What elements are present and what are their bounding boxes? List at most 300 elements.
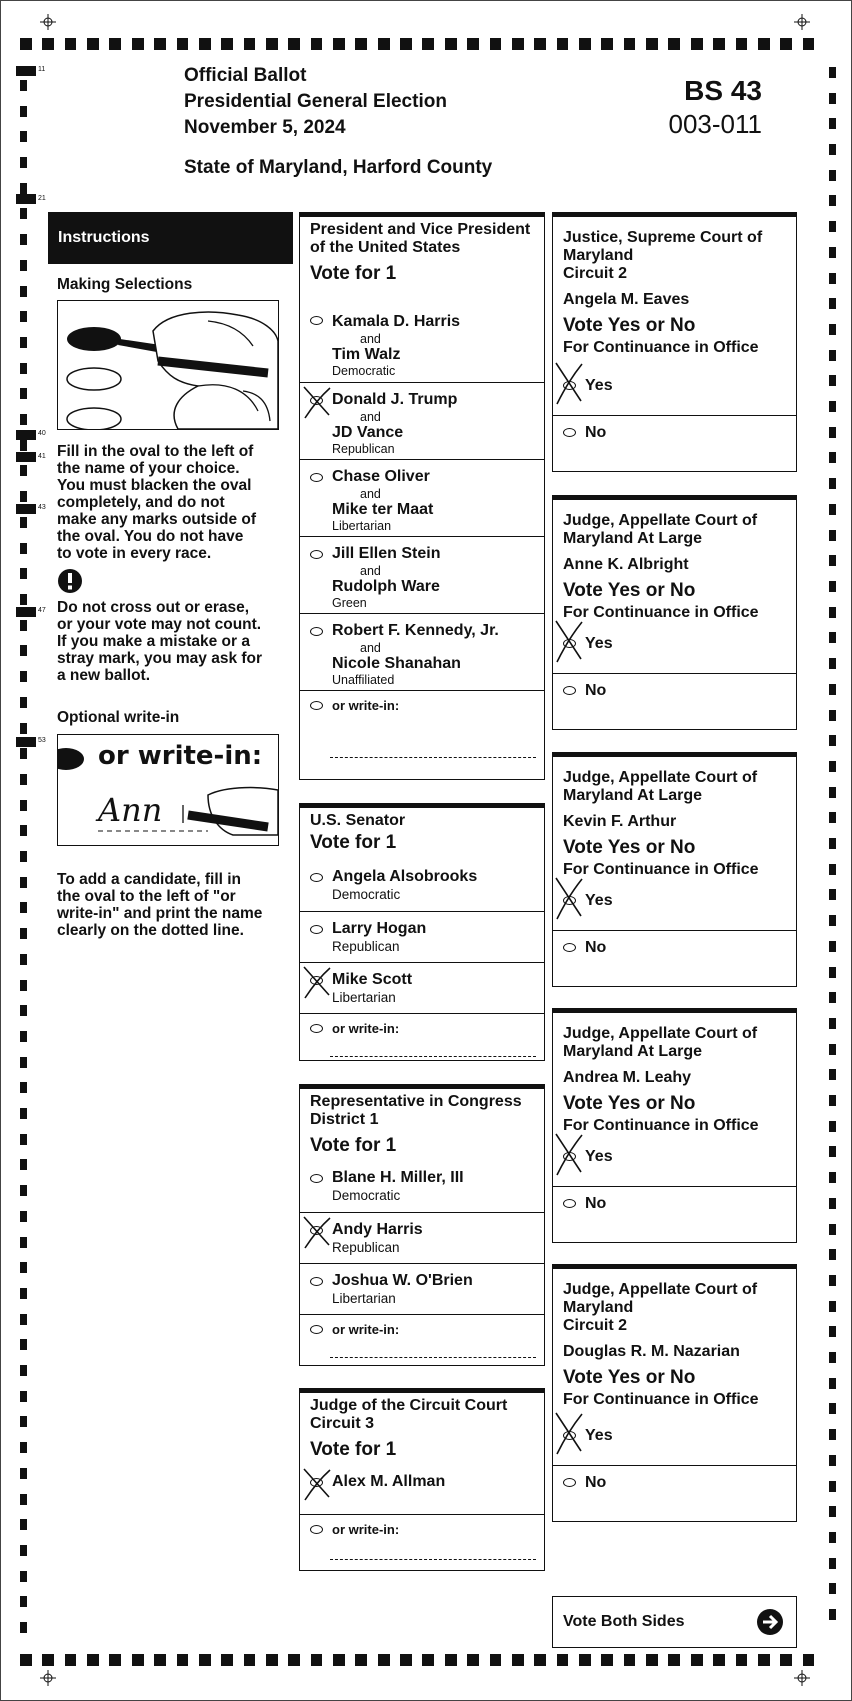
candidate-row[interactable]	[300, 860, 544, 911]
candidate-oval[interactable]	[310, 473, 323, 482]
candidate-oval[interactable]	[310, 1226, 323, 1235]
contest-subtitle: Maryland At Large	[563, 787, 702, 804]
instruction-line: Fill in the oval to the left of	[57, 443, 254, 460]
timing-mark	[829, 812, 836, 823]
instruction-line: If you make a mistake or a	[57, 633, 250, 650]
timing-mark	[132, 38, 144, 50]
timing-mark	[829, 221, 836, 232]
candidate-row[interactable]	[300, 911, 544, 963]
timing-mark	[20, 1339, 27, 1350]
vote-both-sides-box	[552, 1596, 797, 1648]
timing-mark	[177, 1654, 189, 1666]
writein-row[interactable]	[300, 1314, 544, 1365]
timing-mark	[20, 980, 27, 991]
instruction-line: clearly on the dotted line.	[57, 922, 244, 939]
contest-senator	[299, 803, 545, 1061]
timing-mark	[20, 286, 27, 297]
no-oval[interactable]	[563, 1199, 576, 1208]
yes-option-row[interactable]	[553, 1409, 796, 1465]
yes-option-row[interactable]	[553, 1130, 796, 1186]
yes-oval[interactable]	[563, 381, 576, 390]
timing-mark	[132, 1654, 144, 1666]
candidate-name: Alex M. Allman	[332, 1473, 446, 1490]
election-date: November 5, 2024	[184, 117, 346, 138]
no-oval[interactable]	[563, 428, 576, 437]
timing-mark	[829, 247, 836, 258]
timing-mark	[624, 1654, 636, 1666]
candidate-name: Donald J. Trump	[332, 391, 458, 408]
candidate-row[interactable]	[300, 305, 544, 382]
timing-mark	[601, 1654, 613, 1666]
writein-line[interactable]	[330, 757, 536, 758]
writein-oval[interactable]	[310, 1325, 323, 1334]
continuance-label: For Continuance in Office	[563, 339, 759, 356]
timing-mark	[829, 427, 836, 438]
instruction-paragraph-3	[57, 871, 262, 939]
no-label: No	[585, 939, 607, 956]
timing-mark	[829, 118, 836, 129]
timing-mark	[20, 851, 27, 862]
timing-mark	[829, 555, 836, 566]
timing-mark	[829, 838, 836, 849]
instruction-paragraph-1	[57, 443, 256, 562]
timing-mark	[20, 1519, 27, 1530]
no-label: No	[585, 1195, 607, 1212]
crosshair-icon	[794, 1670, 810, 1686]
timing-mark	[16, 452, 36, 462]
timing-mark	[829, 684, 836, 695]
vote-both-sides-label: Vote Both Sides	[563, 1613, 685, 1630]
timing-mark	[829, 273, 836, 284]
instruction-line: the name of your choice.	[57, 460, 240, 477]
crosshair-icon	[40, 14, 56, 30]
party-label: Green	[332, 596, 367, 610]
candidate-row[interactable]	[300, 1212, 544, 1264]
timing-mark	[20, 671, 27, 682]
timing-mark	[829, 1301, 836, 1312]
timing-mark	[829, 735, 836, 746]
writein-row[interactable]	[300, 690, 544, 765]
timing-mark	[467, 38, 479, 50]
and-label: and	[360, 332, 381, 346]
timing-mark	[199, 1654, 211, 1666]
timing-mark	[829, 530, 836, 541]
candidate-oval[interactable]	[310, 316, 323, 325]
judge-name: Angela M. Eaves	[563, 291, 690, 308]
vote-for-label: Vote for 1	[310, 832, 397, 853]
bottom-timing-marks	[20, 1654, 825, 1666]
timing-mark	[109, 1654, 121, 1666]
timing-mark-label: 11	[38, 66, 46, 73]
timing-mark	[534, 38, 546, 50]
yes-oval[interactable]	[563, 639, 576, 648]
yes-oval[interactable]	[563, 1152, 576, 1161]
timing-mark	[16, 430, 36, 440]
timing-mark	[20, 1622, 27, 1633]
timing-mark	[829, 658, 836, 669]
timing-mark	[736, 1654, 748, 1666]
timing-mark	[333, 38, 345, 50]
timing-mark	[154, 38, 166, 50]
candidate-row[interactable]	[300, 962, 544, 1014]
candidate-row[interactable]	[300, 536, 544, 614]
timing-mark	[557, 1654, 569, 1666]
candidate-name: Larry Hogan	[332, 920, 427, 937]
candidate-row[interactable]	[300, 613, 544, 691]
timing-mark	[87, 1654, 99, 1666]
timing-mark	[266, 38, 278, 50]
timing-mark	[65, 1654, 77, 1666]
candidate-row[interactable]	[300, 1465, 544, 1514]
timing-mark	[400, 38, 412, 50]
contest-subtitle: District 1	[310, 1111, 379, 1128]
timing-mark	[355, 38, 367, 50]
timing-mark	[154, 1654, 166, 1666]
no-label: No	[585, 682, 607, 699]
running-mate-name: Rudolph Ware	[332, 578, 440, 595]
running-mate-name: JD Vance	[332, 424, 404, 441]
timing-mark	[829, 1378, 836, 1389]
instruction-line: make any marks outside of	[57, 511, 256, 528]
running-mate-name: Nicole Shanahan	[332, 655, 461, 672]
timing-mark	[221, 1654, 233, 1666]
timing-mark	[177, 38, 189, 50]
contest-title: Judge, Appellate Court of	[563, 512, 758, 529]
timing-mark	[829, 1481, 836, 1492]
instruction-line: You must blacken the oval	[57, 477, 252, 494]
timing-mark	[829, 889, 836, 900]
precinct-number: 003-011	[668, 109, 762, 139]
timing-mark	[512, 38, 524, 50]
candidate-row[interactable]	[300, 382, 544, 460]
contest-title: Representative in Congress	[310, 1093, 522, 1110]
timing-mark	[829, 195, 836, 206]
no-label: No	[585, 424, 607, 441]
timing-mark	[20, 1237, 27, 1248]
writein-label: or write-in:	[332, 1522, 400, 1537]
timing-mark	[20, 594, 27, 605]
candidate-row[interactable]	[300, 1161, 544, 1212]
election-name: Presidential General Election	[184, 91, 447, 112]
timing-mark	[20, 38, 32, 50]
exclamation-icon	[57, 568, 83, 594]
timing-mark	[20, 414, 27, 425]
timing-mark	[20, 723, 27, 734]
timing-mark	[244, 38, 256, 50]
timing-mark	[20, 208, 27, 219]
timing-mark	[803, 38, 815, 50]
candidate-row[interactable]	[300, 459, 544, 537]
no-option-row[interactable]	[553, 1186, 796, 1243]
timing-mark	[736, 38, 748, 50]
timing-mark	[378, 1654, 390, 1666]
continuance-label: For Continuance in Office	[563, 1117, 759, 1134]
timing-mark	[829, 1224, 836, 1235]
timing-mark	[668, 38, 680, 50]
timing-mark	[20, 543, 27, 554]
timing-mark	[20, 1571, 27, 1582]
candidate-name: Chase Oliver	[332, 468, 430, 485]
timing-mark	[829, 967, 836, 978]
timing-mark	[829, 710, 836, 721]
no-oval[interactable]	[563, 1478, 576, 1487]
timing-mark-label: 21	[38, 195, 46, 202]
timing-mark	[829, 1455, 836, 1466]
candidate-row[interactable]	[300, 1263, 544, 1315]
timing-mark	[829, 324, 836, 335]
candidate-oval[interactable]	[310, 1277, 323, 1286]
contest-title: Judge, Appellate Court of	[563, 1025, 758, 1042]
candidate-oval[interactable]	[310, 1174, 323, 1183]
contest-subtitle: Maryland	[563, 247, 634, 264]
party-label: Republican	[332, 939, 400, 954]
yes-option-row[interactable]	[553, 617, 796, 673]
instruction-paragraph-2	[57, 599, 262, 684]
instructions-heading: Instructions	[48, 212, 293, 264]
timing-mark	[512, 1654, 524, 1666]
timing-mark	[20, 157, 27, 168]
timing-mark	[829, 581, 836, 592]
party-label: Democratic	[332, 887, 401, 902]
timing-mark	[445, 38, 457, 50]
candidate-name: Mike Scott	[332, 971, 413, 988]
timing-mark	[20, 1654, 32, 1666]
instruction-line: To add a candidate, fill in	[57, 871, 242, 888]
timing-mark	[20, 825, 27, 836]
timing-mark	[20, 363, 27, 374]
no-option-row[interactable]	[553, 930, 796, 987]
and-label: and	[360, 641, 381, 655]
and-label: and	[360, 410, 381, 424]
candidate-oval[interactable]	[310, 627, 323, 636]
vote-yes-no-label: Vote Yes or No	[563, 1093, 696, 1114]
timing-mark	[20, 440, 27, 451]
no-option-row[interactable]	[553, 415, 796, 472]
yes-oval[interactable]	[563, 1431, 576, 1440]
timing-mark	[20, 954, 27, 965]
timing-mark	[829, 1069, 836, 1080]
instruction-line: to vote in every race.	[57, 545, 212, 562]
contest-title: Judge, Appellate Court of	[563, 769, 758, 786]
timing-mark	[829, 1275, 836, 1286]
contest-subtitle: Circuit 3	[310, 1415, 375, 1432]
continuance-label: For Continuance in Office	[563, 861, 759, 878]
timing-mark	[20, 748, 27, 759]
timing-mark	[355, 1654, 367, 1666]
timing-mark	[467, 1654, 479, 1666]
timing-mark	[20, 774, 27, 785]
timing-mark	[20, 1365, 27, 1376]
candidate-oval[interactable]	[310, 925, 323, 934]
timing-mark	[288, 38, 300, 50]
writein-row[interactable]	[300, 1013, 544, 1064]
timing-mark	[20, 928, 27, 939]
timing-mark-label: 41	[38, 453, 46, 460]
timing-mark	[829, 170, 836, 181]
timing-mark	[20, 517, 27, 528]
writein-line[interactable]	[330, 1056, 536, 1057]
contest-title: Justice, Supreme Court of	[563, 229, 763, 246]
timing-mark	[829, 1249, 836, 1260]
timing-mark	[20, 568, 27, 579]
timing-mark	[20, 234, 27, 245]
running-mate-name: Tim Walz	[332, 346, 401, 363]
candidate-oval[interactable]	[310, 873, 323, 882]
timing-mark	[20, 1262, 27, 1273]
timing-mark	[557, 38, 569, 50]
timing-mark	[829, 452, 836, 463]
timing-mark	[20, 1596, 27, 1607]
instruction-line: the oval to the left of "or	[57, 888, 236, 905]
timing-mark	[20, 1159, 27, 1170]
timing-mark	[445, 1654, 457, 1666]
candidate-oval[interactable]	[310, 396, 323, 405]
crosshair-icon	[794, 14, 810, 30]
timing-mark	[668, 1654, 680, 1666]
vote-for-label: Vote for 1	[310, 263, 397, 284]
timing-mark	[20, 1211, 27, 1222]
judge-contest	[552, 1008, 797, 1243]
fill-oval-illustration	[57, 300, 279, 430]
timing-mark	[534, 1654, 546, 1666]
writein-illustration	[57, 734, 279, 846]
and-label: and	[360, 564, 381, 578]
making-selections-heading: Making Selections	[57, 276, 193, 293]
contest-congress	[299, 1084, 545, 1366]
timing-mark-label: 53	[38, 737, 46, 744]
timing-mark	[20, 620, 27, 631]
timing-mark	[20, 80, 27, 91]
candidate-name: Joshua W. O'Brien	[332, 1272, 473, 1289]
timing-mark	[579, 1654, 591, 1666]
yes-oval[interactable]	[563, 896, 576, 905]
timing-mark	[829, 144, 836, 155]
contest-subtitle: of the United States	[310, 239, 461, 256]
judge-name: Andrea M. Leahy	[563, 1069, 692, 1086]
candidate-oval[interactable]	[310, 1478, 323, 1487]
timing-mark	[16, 504, 36, 514]
writein-oval[interactable]	[310, 1024, 323, 1033]
timing-mark	[16, 66, 36, 76]
party-label: Libertarian	[332, 1291, 396, 1306]
timing-mark	[20, 1057, 27, 1068]
candidate-oval[interactable]	[310, 976, 323, 985]
timing-mark	[829, 1558, 836, 1569]
no-option-row[interactable]	[553, 1465, 796, 1522]
no-label: No	[585, 1474, 607, 1491]
timing-mark	[266, 1654, 278, 1666]
writein-illus-label: or write-in:	[98, 741, 263, 771]
timing-mark	[829, 67, 836, 78]
timing-mark	[579, 38, 591, 50]
continuance-label: For Continuance in Office	[563, 1391, 759, 1408]
timing-mark	[829, 915, 836, 926]
instruction-line: or your vote may not count.	[57, 616, 262, 633]
timing-mark	[20, 1185, 27, 1196]
arrow-right-circle-icon	[756, 1608, 784, 1636]
ballot-title: Official Ballot	[184, 65, 307, 86]
timing-mark	[20, 1494, 27, 1505]
contest-subtitle: Maryland	[563, 1299, 634, 1316]
timing-mark-label: 43	[38, 504, 46, 511]
judge-contest	[552, 495, 797, 730]
contest-subtitle: Circuit 2	[563, 265, 628, 282]
timing-mark	[199, 38, 211, 50]
timing-mark	[691, 38, 703, 50]
ballot-style-id: BS 43	[684, 75, 762, 106]
timing-mark	[378, 38, 390, 50]
timing-mark	[20, 337, 27, 348]
timing-mark	[20, 183, 27, 194]
writein-label: or write-in:	[332, 1322, 400, 1337]
judge-contest	[552, 1264, 797, 1522]
timing-mark-label: 47	[38, 607, 46, 614]
timing-mark	[829, 298, 836, 309]
timing-mark	[829, 1583, 836, 1594]
timing-mark	[829, 1121, 836, 1132]
timing-mark	[646, 38, 658, 50]
party-label: Libertarian	[332, 990, 396, 1005]
candidate-oval[interactable]	[310, 550, 323, 559]
timing-mark	[758, 38, 770, 50]
timing-mark	[20, 465, 27, 476]
timing-mark	[109, 38, 121, 50]
timing-mark	[333, 1654, 345, 1666]
timing-mark	[829, 1326, 836, 1337]
timing-mark	[311, 38, 323, 50]
timing-mark	[16, 737, 36, 747]
timing-mark	[829, 1429, 836, 1440]
timing-mark	[490, 38, 502, 50]
timing-mark	[20, 1288, 27, 1299]
timing-mark	[20, 1545, 27, 1556]
timing-mark	[780, 38, 792, 50]
timing-mark	[490, 1654, 502, 1666]
writein-oval[interactable]	[310, 1525, 323, 1534]
timing-mark	[829, 401, 836, 412]
no-oval[interactable]	[563, 686, 576, 695]
writein-label: or write-in:	[332, 698, 400, 713]
judge-contest	[552, 752, 797, 987]
instruction-line: write-in" and print the name	[57, 905, 263, 922]
timing-mark	[713, 1654, 725, 1666]
no-oval[interactable]	[563, 943, 576, 952]
writein-row[interactable]	[300, 1514, 544, 1567]
judge-name: Douglas R. M. Nazarian	[563, 1343, 740, 1360]
timing-mark	[20, 697, 27, 708]
candidate-name: Angela Alsobrooks	[332, 868, 478, 885]
candidate-name: Robert F. Kennedy, Jr.	[332, 622, 499, 639]
timing-mark	[601, 38, 613, 50]
timing-mark	[20, 1031, 27, 1042]
writein-line[interactable]	[330, 1559, 536, 1560]
party-label: Unaffiliated	[332, 673, 395, 687]
yes-option-row[interactable]	[553, 359, 796, 415]
timing-mark	[829, 1198, 836, 1209]
timing-mark	[829, 1044, 836, 1055]
timing-mark	[20, 877, 27, 888]
yes-option-row[interactable]	[553, 874, 796, 930]
timing-mark	[829, 1609, 836, 1620]
contest-subtitle: Maryland At Large	[563, 1043, 702, 1060]
writein-line[interactable]	[330, 1357, 536, 1358]
timing-mark	[829, 504, 836, 515]
timing-mark	[20, 131, 27, 142]
writein-oval[interactable]	[310, 701, 323, 710]
no-option-row[interactable]	[553, 673, 796, 730]
contest-title: President and Vice President	[310, 221, 531, 238]
instruction-line: completely, and do not	[57, 494, 225, 511]
